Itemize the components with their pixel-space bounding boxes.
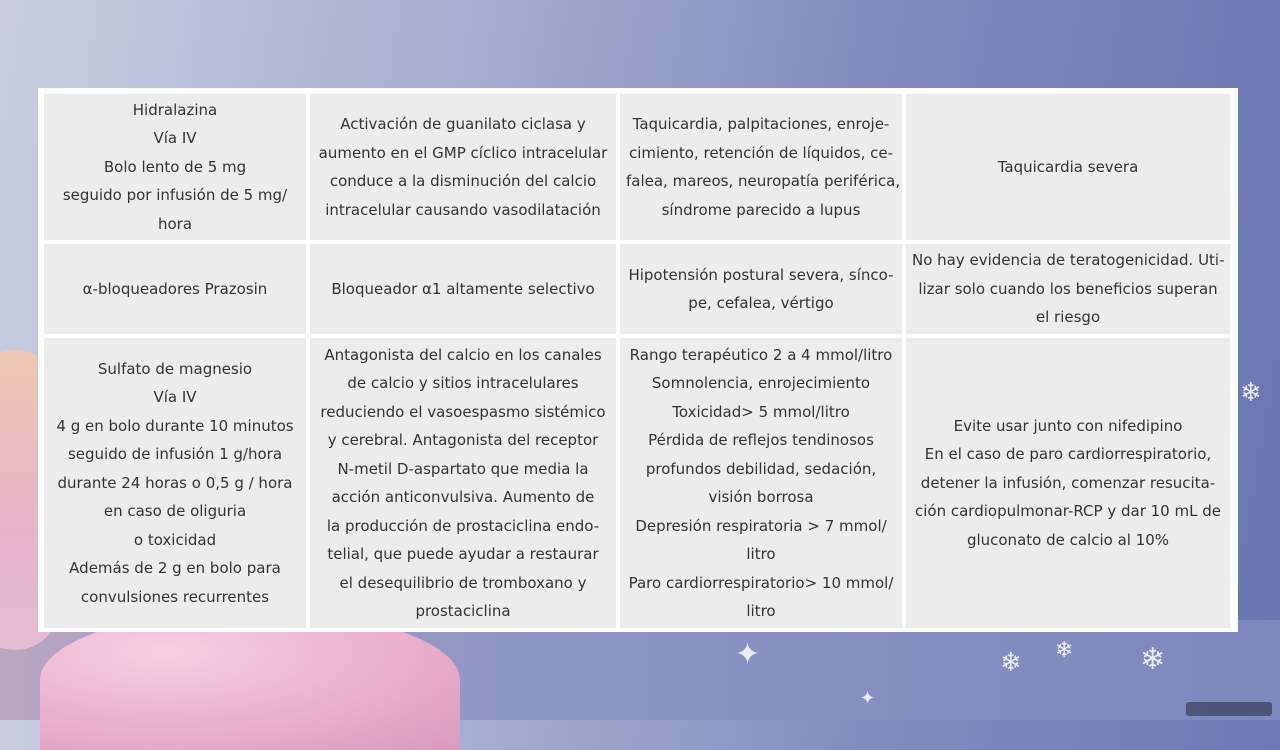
cell-text-line: gluconato de calcio al 10%	[966, 530, 1170, 549]
sparkle-icon: ❄	[1055, 638, 1074, 663]
cell-text-line: Hidralazina	[132, 100, 218, 119]
cell-text-line: hora	[157, 214, 193, 233]
cell-text-line: Toxicidad> 5 mmol/litro	[672, 402, 850, 421]
cell-text-line: síndrome parecido a lupus	[661, 200, 861, 219]
watermark-logo	[1186, 702, 1272, 716]
cell-text-line: telial, que puede ayudar a restaurar	[327, 545, 599, 563]
cell-text-line: visión borrosa	[708, 488, 814, 506]
cell-text-line: litro	[746, 545, 776, 563]
table-cell-adverse-effects	[620, 338, 902, 628]
cell-text-line: Taquicardia severa	[997, 157, 1139, 176]
drug-table	[40, 90, 1234, 632]
cell-text-line: Activación de guanilato ciclasa y	[340, 115, 586, 133]
table-cell-mechanism	[310, 244, 616, 334]
sparkle-icon: ❄	[1000, 648, 1022, 678]
cell-text-line: prostaciclina	[415, 602, 511, 620]
cell-text-line: durante 24 horas o 0,5 g / hora	[57, 473, 293, 492]
cell-text-line: reduciendo el vasoespasmo sistémico	[320, 402, 606, 421]
cell-text-line: en caso de oliguria	[103, 502, 247, 521]
cell-text-line: acción anticonvulsiva. Aumento de	[331, 488, 595, 506]
cell-text-line: o toxicidad	[133, 530, 217, 549]
cell-text-line: Paro cardiorrespiratorio> 10 mmol/	[628, 573, 894, 592]
cell-text-line: Vía IV	[153, 129, 197, 148]
cell-text-line: de calcio y sitios intracelulares	[347, 374, 579, 392]
sparkle-icon: ✦	[860, 688, 876, 709]
cell-text-line: convulsiones recurrentes	[80, 587, 270, 606]
drug-table-panel	[38, 88, 1238, 632]
cell-text-line: Pérdida de reflejos tendinosos	[648, 431, 874, 449]
cell-text-line: Depresión respiratoria > 7 mmol/	[635, 516, 887, 535]
cell-text-line: En el caso de paro cardiorrespiratorio,	[924, 445, 1212, 464]
cell-text-line: falea, mareos, neuropatía periférica,	[626, 172, 901, 190]
cell-text-line: la producción de prostaciclina endo-	[326, 516, 600, 535]
cell-text-line: N-metil D-aspartato que media la	[337, 459, 589, 478]
table-row	[44, 94, 1230, 240]
cell-text-line: Bolo lento de 5 mg	[103, 157, 247, 176]
table-cell-notes	[906, 244, 1230, 334]
cell-text-line: litro	[746, 602, 776, 620]
table-row	[44, 244, 1230, 334]
cell-text-line: 4 g en bolo durante 10 minutos	[56, 416, 294, 435]
cell-text-line: Somnolencia, enrojecimiento	[651, 374, 871, 392]
cell-text-line: seguido de infusión 1 g/hora	[67, 445, 283, 464]
cell-text-line: lizar solo cuando los beneficios superan	[918, 279, 1218, 298]
table-cell-mechanism	[310, 338, 616, 628]
cell-text-line: Vía IV	[153, 388, 197, 407]
sparkle-icon: ❄	[1240, 378, 1262, 408]
cell-text-line: el desequilibrio de tromboxano y	[339, 573, 587, 592]
cell-text-line: Bloqueador α1 altamente selectivo	[331, 279, 595, 298]
cell-text-line: Rango terapéutico 2 a 4 mmol/litro	[629, 345, 893, 364]
cell-text-line: α-bloqueadores Prazosin	[82, 279, 268, 298]
cell-text-line: Sulfato de magnesio	[97, 359, 253, 378]
cell-text-line: No hay evidencia de teratogenicidad. Uti-	[912, 251, 1225, 270]
table-cell-notes	[906, 94, 1230, 240]
cell-text-line: y cerebral. Antagonista del receptor	[327, 431, 599, 449]
cell-text-line: Taquicardia, palpitaciones, enroje-	[632, 115, 890, 133]
sparkle-icon: ✦	[735, 637, 761, 672]
cell-text-line: aumento en el GMP cíclico intracelular	[318, 143, 608, 162]
cell-text-line: profundos debilidad, sedación,	[645, 459, 877, 478]
cell-text-line: Además de 2 g en bolo para	[69, 559, 281, 578]
cell-text-line: conduce a la disminución del calcio	[329, 172, 597, 190]
table-cell-drug	[44, 94, 306, 240]
cell-text-line: el riesgo	[1035, 308, 1101, 327]
cell-text-line: Evite usar junto con nifedipino	[953, 416, 1183, 435]
table-cell-drug	[44, 338, 306, 628]
cell-text-line: cimiento, retención de líquidos, ce-	[628, 143, 894, 162]
table-cell-adverse-effects	[620, 94, 902, 240]
sparkle-icon: ❄	[1140, 642, 1166, 677]
table-cell-adverse-effects	[620, 244, 902, 334]
cell-text-line: seguido por infusión de 5 mg/	[62, 186, 288, 205]
cell-text-line: detener la infusión, comenzar resucita-	[920, 473, 1216, 492]
cell-text-line: ción cardiopulmonar-RCP y dar 10 mL de	[915, 502, 1221, 521]
cell-text-line: pe, cefalea, vértigo	[688, 294, 834, 312]
cell-text-line: Hipotensión postural severa, sínco-	[628, 265, 894, 284]
table-cell-notes	[906, 338, 1230, 628]
table-cell-mechanism	[310, 94, 616, 240]
cell-text-line: Antagonista del calcio en los canales	[324, 345, 602, 364]
table-row	[44, 338, 1230, 628]
cell-text-line: intracelular causando vasodilatación	[325, 200, 601, 219]
table-cell-drug	[44, 244, 306, 334]
